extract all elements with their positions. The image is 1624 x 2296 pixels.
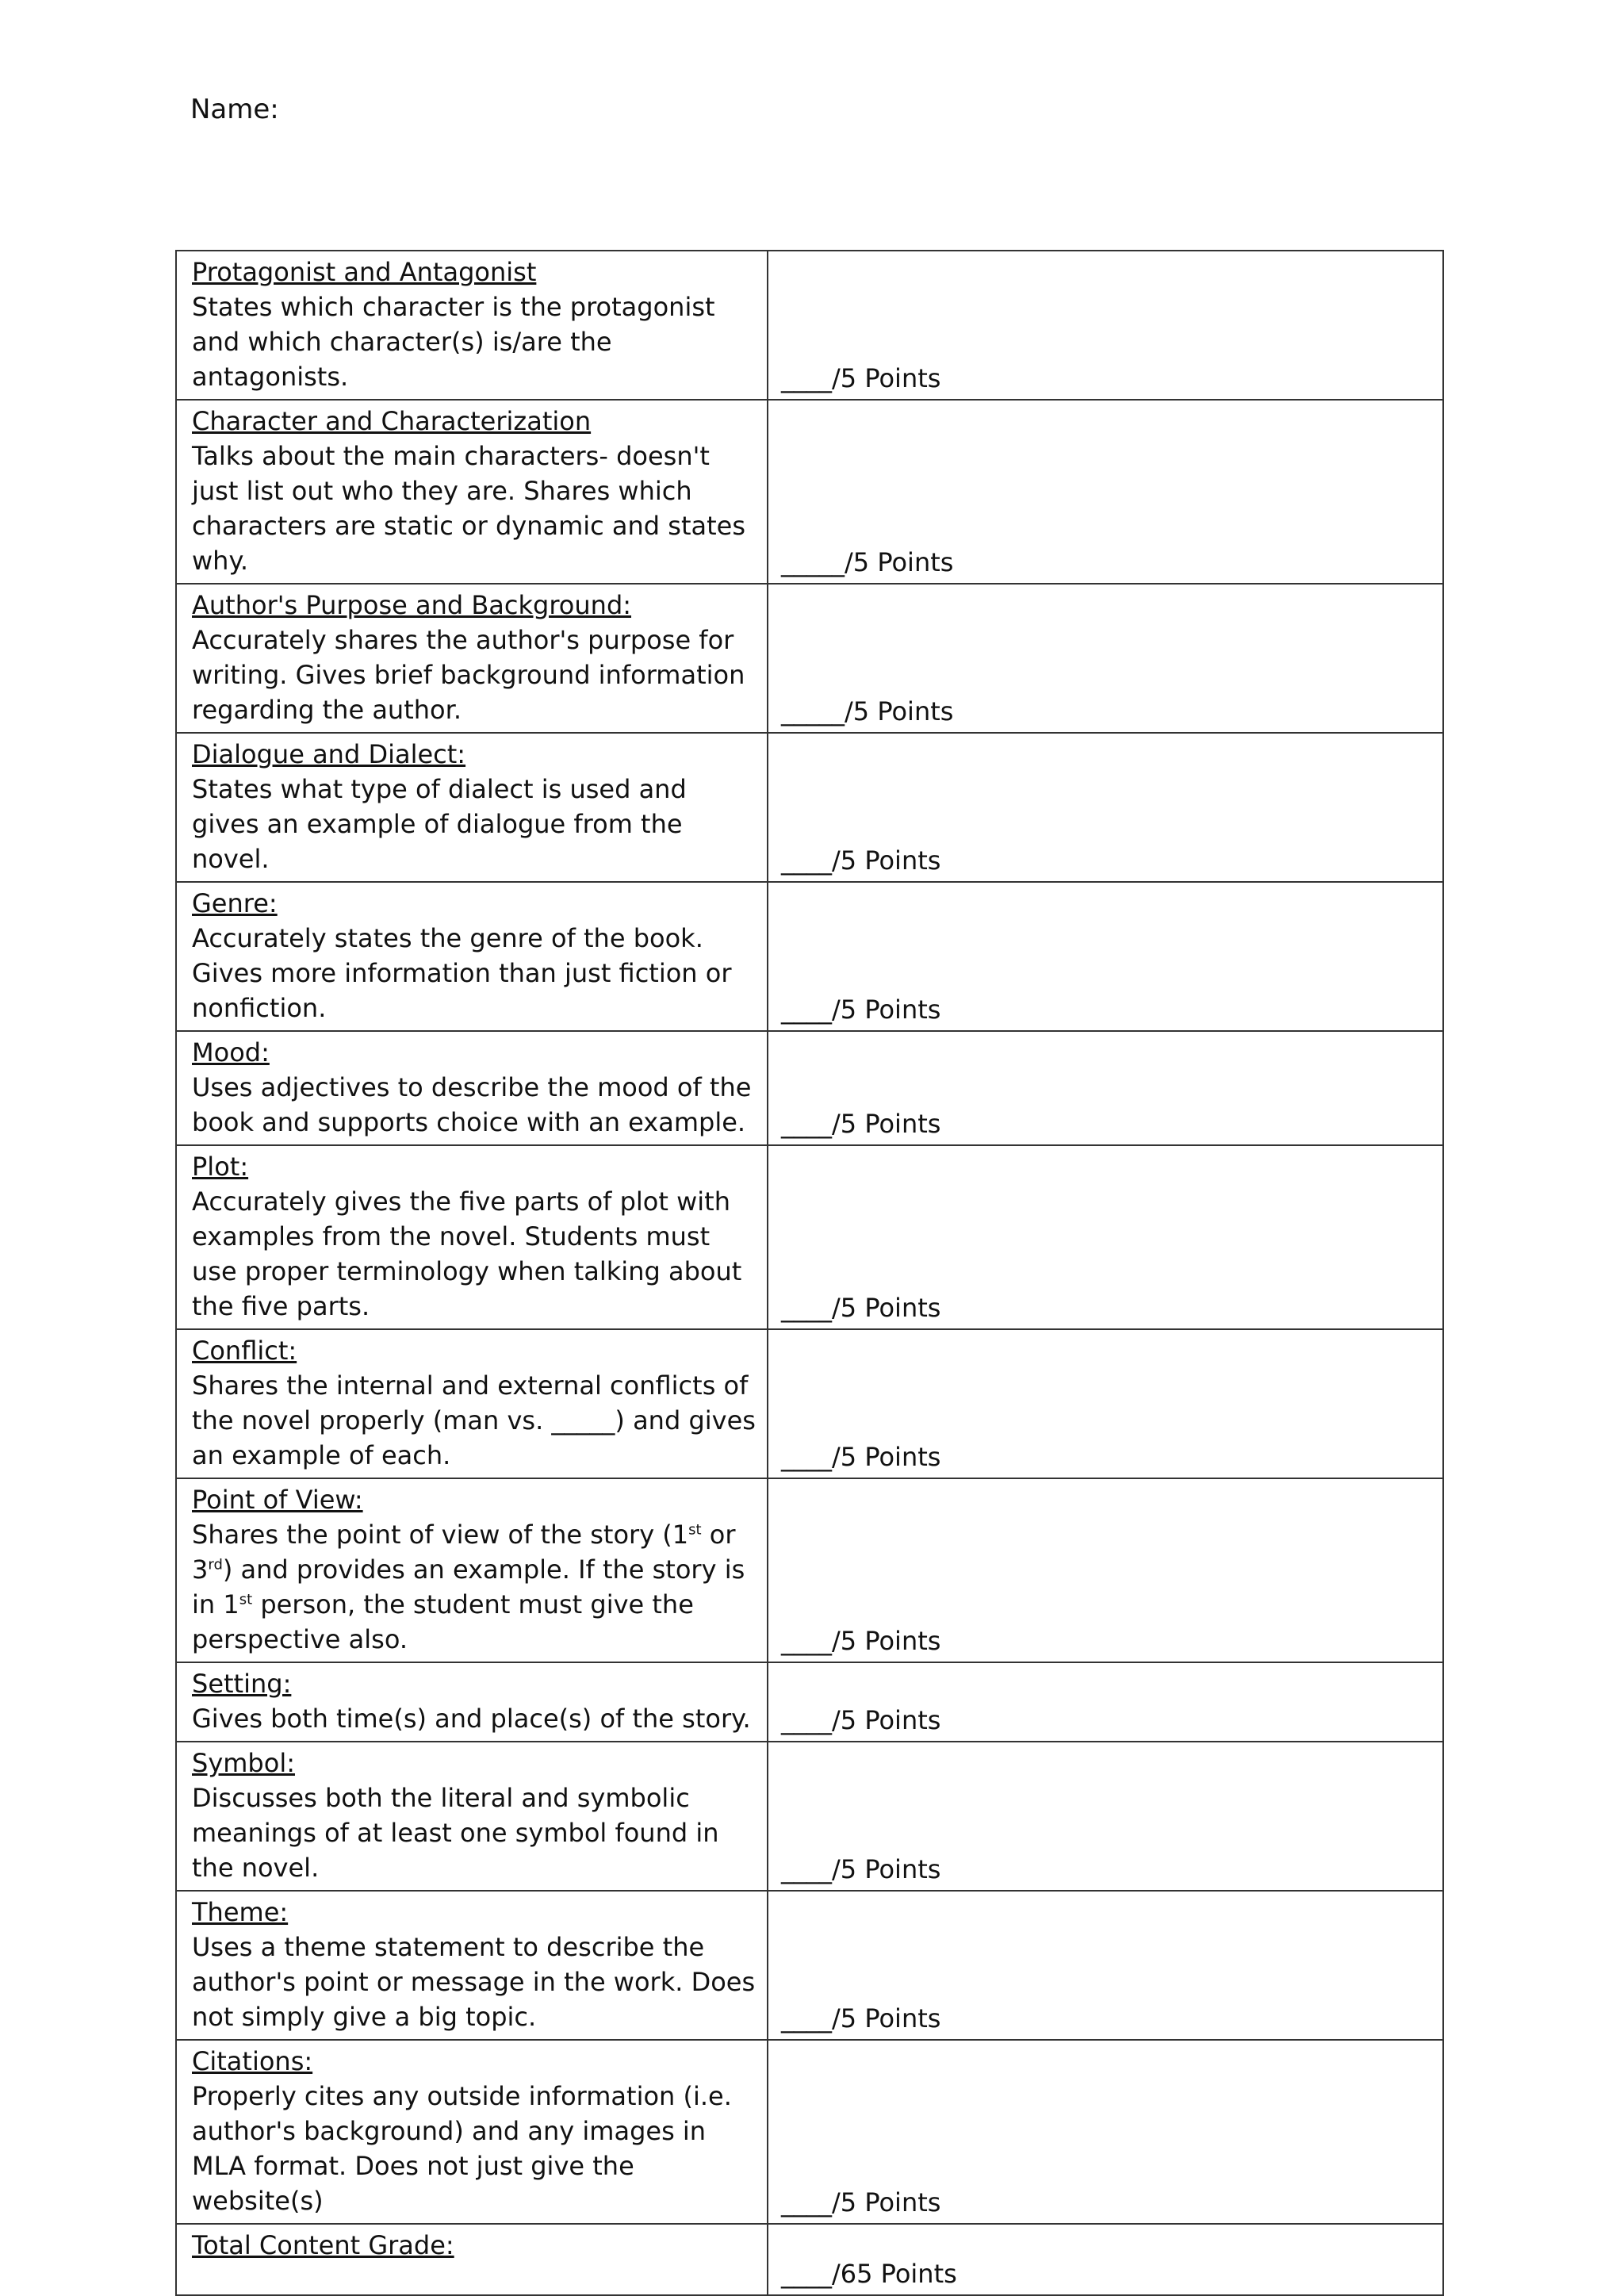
rubric-body [176, 251, 1443, 2295]
points-blank: ____/5 Points [781, 845, 941, 876]
criterion-title: Symbol: [192, 1748, 295, 1778]
rubric-row [176, 251, 1443, 400]
points-blank: ____/5 Points [781, 2187, 941, 2217]
criterion-cell [176, 251, 768, 400]
points-cell [768, 584, 1443, 733]
rubric-row [176, 1145, 1443, 1329]
criterion-cell [176, 1662, 768, 1742]
points-blank: ____/5 Points [781, 1705, 941, 1735]
criterion-description: Shares the internal and external conflicts of the novel properly (man vs. _____) and gives an example of each. [192, 1370, 756, 1470]
criterion-description: States which character is the protagonist and which character(s) is/are the antagonists. [192, 292, 715, 392]
criterion-title: Character and Characterization [192, 406, 592, 436]
description-part: person, the student must give the perspective also. [192, 1589, 694, 1654]
points-blank: ____/5 Points [781, 2003, 941, 2033]
criterion-cell [176, 400, 768, 584]
criterion-title: Point of View: [192, 1485, 363, 1515]
points-cell [768, 1891, 1443, 2040]
points-cell [768, 2040, 1443, 2224]
points-blank: _____/5 Points [781, 547, 954, 577]
criterion-title: Dialogue and Dialect: [192, 739, 466, 769]
criterion-description: Properly cites any outside information (i.e. author's background) and any images in MLA format. Does not just give the website(s) [192, 2081, 732, 2216]
points-blank: ____/5 Points [781, 363, 941, 393]
rubric-row [176, 2040, 1443, 2224]
points-cell [768, 400, 1443, 584]
rubric-row [176, 2224, 1443, 2295]
criterion-title: Citations: [192, 2046, 313, 2076]
points-cell [768, 1145, 1443, 1329]
criterion-description: Accurately shares the author's purpose for writing. Gives brief background information regarding the author. [192, 625, 745, 725]
points-blank: ____/5 Points [781, 1293, 941, 1323]
criterion-cell [176, 1891, 768, 2040]
criterion-cell [176, 1145, 768, 1329]
points-blank: ____/5 Points [781, 1626, 941, 1656]
criterion-description: Uses a theme statement to describe the author's point or message in the work. Does not simply give a big topic. [192, 1932, 756, 2032]
criterion-cell [176, 584, 768, 733]
criterion-cell [176, 882, 768, 1031]
points-blank: ____/5 Points [781, 1109, 941, 1139]
points-cell [768, 2224, 1443, 2295]
description-part: ) and provides an example. If the story is in 1 [192, 1554, 745, 1619]
criterion-description: Discusses both the literal and symbolic meanings of at least one symbol found in the novel. [192, 1783, 719, 1883]
points-blank: ____/65 Points [781, 2259, 957, 2289]
ordinal-suffix: st [239, 1591, 253, 1608]
ordinal-suffix: st [688, 1521, 702, 1539]
criterion-cell [176, 1329, 768, 1478]
rubric-row [176, 1031, 1443, 1145]
criterion-title: Mood: [192, 1037, 270, 1068]
points-cell [768, 1742, 1443, 1891]
rubric-row [176, 584, 1443, 733]
points-cell [768, 1329, 1443, 1478]
points-blank: ____/5 Points [781, 995, 941, 1025]
ordinal-suffix: rd [208, 1556, 223, 1573]
criterion-description: Gives both time(s) and place(s) of the story. [192, 1704, 751, 1734]
criterion-description: Uses adjectives to describe the mood of the book and supports choice with an example. [192, 1072, 752, 1137]
criterion-cell [176, 2224, 768, 2295]
points-cell [768, 1662, 1443, 1742]
description-part: Shares the point of view of the story (1 [192, 1520, 689, 1550]
points-blank: _____/5 Points [781, 696, 954, 726]
criterion-title: Theme: [192, 1897, 289, 1927]
criterion-cell [176, 1742, 768, 1891]
criterion-title: Author's Purpose and Background: [192, 590, 632, 620]
points-cell [768, 251, 1443, 400]
rubric-row [176, 1662, 1443, 1742]
points-blank: ____/5 Points [781, 1442, 941, 1472]
criterion-title: Setting: [192, 1669, 292, 1699]
rubric-row [176, 1478, 1443, 1662]
points-cell [768, 1478, 1443, 1662]
points-cell [768, 733, 1443, 882]
rubric-row [176, 1891, 1443, 2040]
criterion-title: Plot: [192, 1152, 249, 1182]
criterion-title: Protagonist and Antagonist [192, 257, 537, 287]
criterion-description: Talks about the main characters- doesn't just list out who they are. Shares which characters are static or dynamic and states why. [192, 441, 746, 576]
points-cell [768, 882, 1443, 1031]
points-blank: ____/5 Points [781, 1854, 941, 1884]
criterion-description [192, 1517, 759, 1657]
criterion-description: Accurately states the genre of the book. Gives more information than just fiction or nonfiction. [192, 923, 732, 1023]
description-part: or 3 [192, 1520, 736, 1585]
criterion-description: States what type of dialect is used and gives an example of dialogue from the novel. [192, 774, 687, 874]
criterion-title: Genre: [192, 888, 278, 918]
criterion-title: Total Content Grade: [192, 2230, 454, 2260]
rubric-table [175, 250, 1444, 2296]
criterion-cell [176, 733, 768, 882]
criterion-cell [176, 1031, 768, 1145]
criterion-cell [176, 2040, 768, 2224]
rubric-row [176, 882, 1443, 1031]
rubric-row [176, 1742, 1443, 1891]
rubric-row [176, 400, 1443, 584]
rubric-row [176, 1329, 1443, 1478]
rubric-row [176, 733, 1443, 882]
criterion-cell [176, 1478, 768, 1662]
criterion-title: Conflict: [192, 1336, 297, 1366]
points-cell [768, 1031, 1443, 1145]
criterion-description: Accurately gives the five parts of plot with examples from the novel. Students must use proper terminology when talking about the five parts. [192, 1186, 742, 1321]
name-label: Name: [190, 94, 279, 125]
